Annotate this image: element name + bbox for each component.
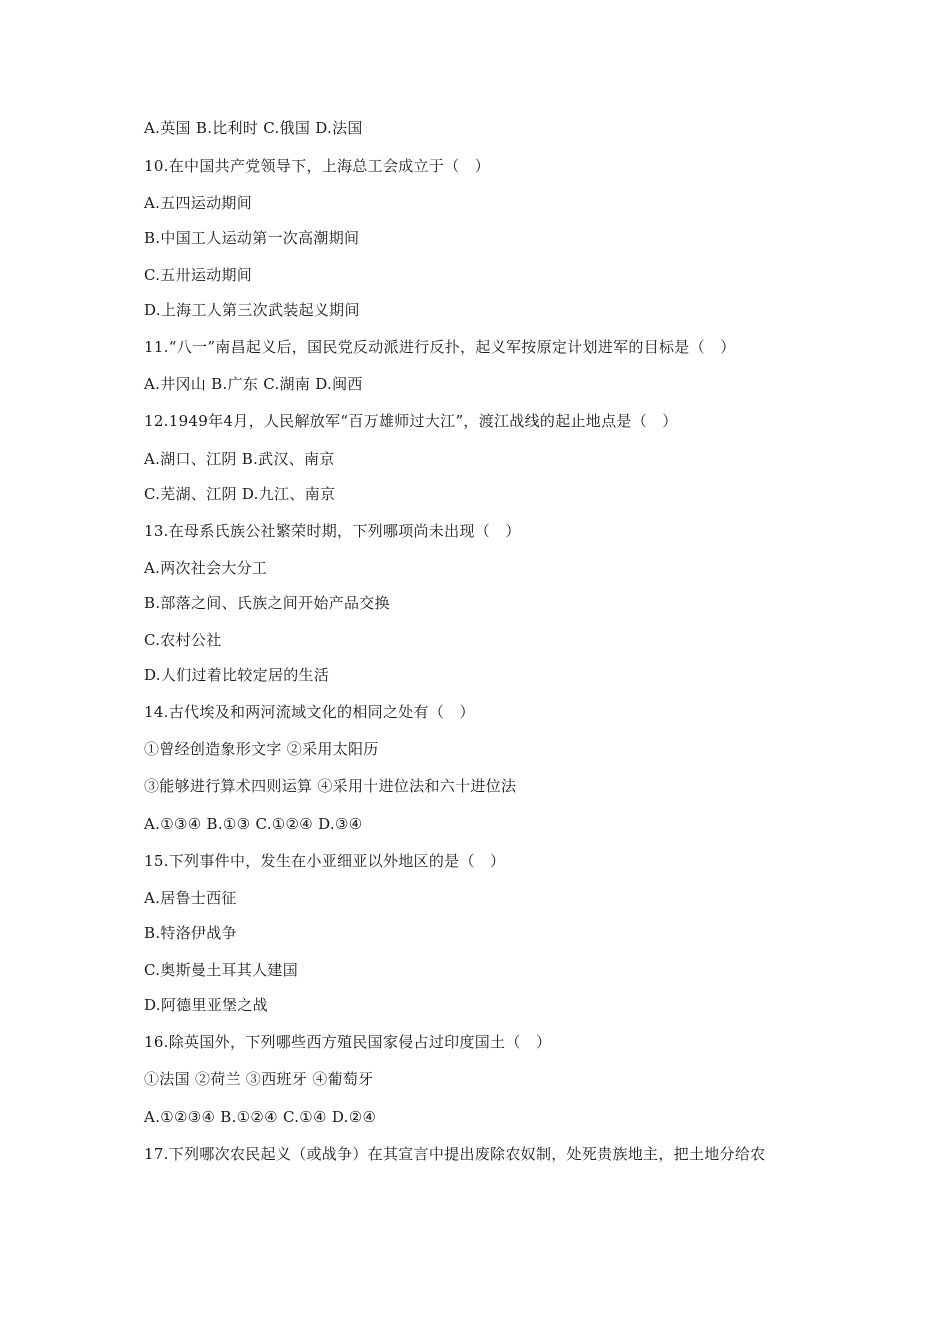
question-17: 17.下列哪次农民起义（或战争）在其宣言中提出废除农奴制，处死贵族地主，把土地分给农 (144, 1145, 766, 1163)
q13-option-b: B.部落之间、氏族之间开始产品交换 (144, 594, 390, 612)
q12-options-cd: C.芜湖、江阴 D.九江、南京 (144, 485, 336, 503)
q15-option-d: D.阿德里亚堡之战 (144, 996, 268, 1014)
question-15: 15.下列事件中，发生在小亚细亚以外地区的是（ ） (144, 852, 506, 870)
q14-statements-1: ①曾经创造象形文字 ②采用太阳历 (144, 740, 379, 758)
q13-option-a: A.两次社会大分工 (144, 559, 268, 577)
q16-options: A.①②③④ B.①②④ C.①④ D.②④ (144, 1108, 377, 1126)
q11-options: A.井冈山 B.广东 C.湖南 D.闽西 (144, 375, 363, 393)
q10-option-c: C.五卅运动期间 (144, 266, 253, 284)
question-10: 10.在中国共产党领导下，上海总工会成立于（ ） (144, 157, 491, 175)
q15-option-a: A.居鲁士西征 (144, 889, 237, 907)
q9-options: A.英国 B.比利时 C.俄国 D.法国 (144, 119, 363, 137)
q10-option-d: D.上海工人第三次武装起义期间 (144, 301, 360, 319)
question-16: 16.除英国外，下列哪些西方殖民国家侵占过印度国土（ ） (144, 1033, 552, 1051)
q14-options: A.①③④ B.①③ C.①②④ D.③④ (144, 815, 363, 833)
q13-option-d: D.人们过着比较定居的生活 (144, 666, 330, 684)
q14-statements-2: ③能够进行算术四则运算 ④采用十进位法和六十进位法 (144, 777, 517, 795)
q13-option-c: C.农村公社 (144, 631, 222, 649)
q15-option-b: B.特洛伊战争 (144, 924, 237, 942)
q10-option-a: A.五四运动期间 (144, 194, 253, 212)
q10-option-b: B.中国工人运动第一次高潮期间 (144, 229, 360, 247)
q12-options-ab: A.湖口、江阴 B.武汉、南京 (144, 450, 335, 468)
question-14: 14.古代埃及和两河流域文化的相同之处有（ ） (144, 703, 475, 721)
question-12: 12.1949年4月，人民解放军“百万雄师过大江”，渡江战线的起止地点是（ ） (144, 412, 678, 430)
question-11: 11.“八一”南昌起义后，国民党反动派进行反扑，起义军按原定计划进军的目标是（ ） (144, 338, 736, 356)
question-13: 13.在母系氏族公社繁荣时期，下列哪项尚未出现（ ） (144, 522, 521, 540)
q15-option-c: C.奥斯曼土耳其人建国 (144, 961, 299, 979)
q16-statements: ①法国 ②荷兰 ③西班牙 ④葡萄牙 (144, 1070, 374, 1088)
